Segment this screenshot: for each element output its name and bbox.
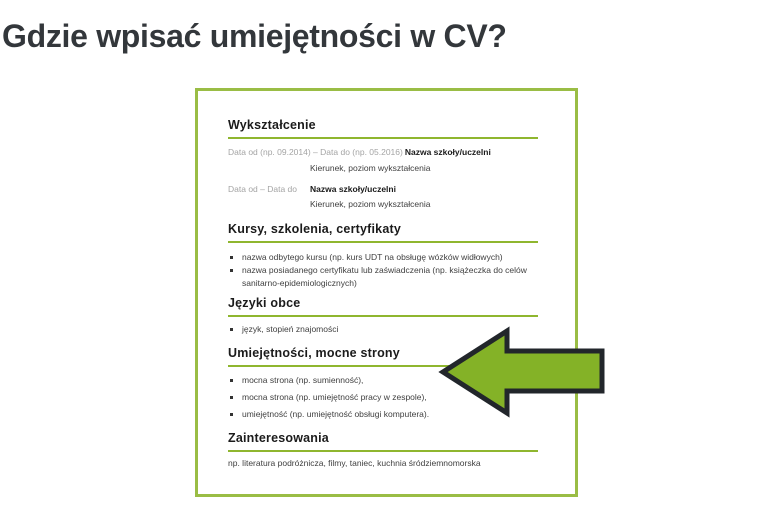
section-interests (228, 431, 575, 469)
entry-school-name: Nazwa szkoły/uczelni (310, 184, 396, 194)
education-entry-row (228, 184, 575, 195)
section-heading-interests: Zainteresowania (228, 431, 329, 445)
entry-detail: Kierunek, poziom wykształcenia (310, 199, 431, 209)
section-heading-courses: Kursy, szkolenia, certyfikaty (228, 222, 402, 236)
section-heading-education: Wykształcenie (228, 118, 316, 132)
entry-school-name: Nazwa szkoły/uczelni (404, 147, 491, 157)
interests-example-text: np. literatura podróżnicza, filmy, taniec, kuchnia śródziemnomorska (228, 458, 481, 468)
entry-detail: Kierunek, poziom wykształcenia (310, 163, 431, 173)
bullet-item: mocna strona (np. sumienność), (228, 372, 538, 389)
bullet-item: język, stopień znajomości (228, 323, 538, 336)
bullet-item: umiejętność (np. umiejętność obsługi komputera). (228, 406, 538, 423)
entry-dates: Data od (np. 09.2014) – Data do (np. 05.2016) (228, 147, 403, 157)
cv-template-box (195, 88, 578, 497)
heading-underline (228, 315, 538, 317)
bullet-item: nazwa odbytego kursu (np. kurs UDT na obsługę wózków widłowych) (228, 251, 538, 264)
heading-underline (228, 241, 538, 243)
heading-underline (228, 450, 538, 452)
section-heading-skills: Umiejętności, mocne strony (228, 346, 400, 360)
section-courses-certificates (228, 222, 575, 290)
bullet-item: nazwa posiadanego certyfikatu lub zaświadczenia (np. książeczka do celów sanitarno-epidemiologicznych) (228, 264, 538, 290)
section-heading-languages: Języki obce (228, 296, 301, 310)
left-arrow-icon (438, 325, 608, 420)
bullet-item: mocna strona (np. umiejętność pracy w zespole), (228, 389, 538, 406)
bullet-list (228, 251, 538, 290)
entry-dates: Data od – Data do (228, 184, 297, 194)
section-education (228, 118, 575, 210)
page-title: Gdzie wpisać umiejętności w CV? (2, 18, 507, 54)
education-entry-row (228, 147, 575, 158)
heading-underline (228, 137, 538, 139)
